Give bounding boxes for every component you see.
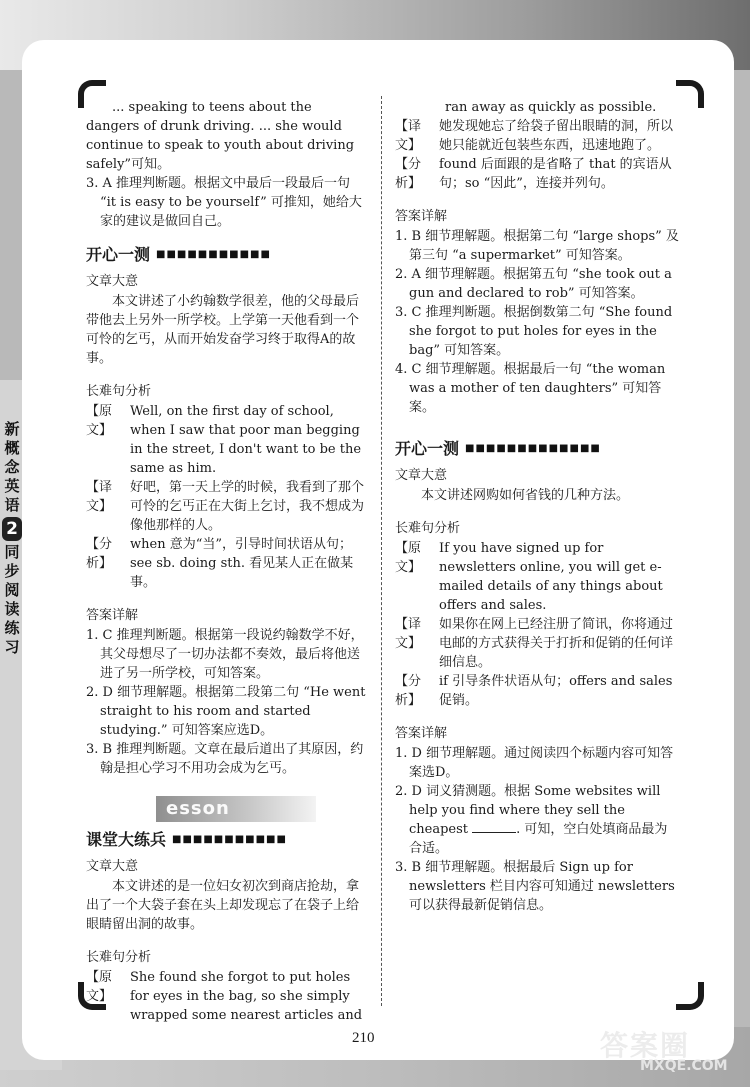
section-heading-kaixin-right	[395, 439, 680, 458]
answer-2-post: . 可知，空白处填商品最为合适。	[409, 822, 668, 856]
analysis-text: if 引导条件状语从句；offers and sales 促销。	[439, 674, 673, 708]
original-continued: ran away as quickly as possible.	[445, 100, 657, 115]
frame-corner-top-right	[676, 80, 704, 108]
long-sentence-label: 长难句分析	[395, 521, 461, 536]
long-sentence-label: 长难句分析	[86, 950, 152, 965]
left-answer-3: 3. A 推理判断题。根据文中最后一段最后一句 “it is easy to be yourself” 可推知，她给大家的建议是做回自己。	[86, 176, 362, 229]
original-text: Well, on the first day of school, when I saw that poor man begging in the street, I don't want to be the same as him.	[130, 404, 362, 476]
column-divider	[381, 96, 382, 1006]
answer-1: 1. C 推理判断题。根据第一段说约翰数学不好，其父母想尽了一切办法都不奏效，最后将他送进了另一所学校，可知答案。	[86, 628, 364, 681]
heading-squares: ■■■■■■■■■■■	[172, 834, 287, 845]
answer-2: 2. D 细节理解题。根据第二段第二句 “He went straight to his room and started studying.” 可知答案应选D。	[86, 685, 366, 738]
left-intro-text: ... speaking to teens about the dangers of drunk driving. ... she would continue to speak to youth about driving safely”可知。	[86, 100, 355, 172]
section-title: 开心一测	[395, 439, 460, 458]
answer-3: 3. B 推理判断题。文章在最后道出了其原因，约翰是担心学习不用功会成为乞丐。	[86, 742, 364, 776]
summary-text: 本文讲述了小约翰数学很差，他的父母最后带他去上另外一所学校。上学第一天他看到一个可怜的乞丐，从而开始发奋学习终于取得A的故事。	[86, 294, 360, 366]
analysis-row	[86, 535, 366, 592]
analysis-row	[395, 155, 680, 193]
original-row	[86, 968, 366, 1025]
analysis-row	[395, 672, 680, 710]
translation-row	[395, 117, 680, 155]
translation-text: 如果你在网上已经注册了简讯，你将通过电邮的方式获得关于打折和促销的任何详细信息。	[439, 617, 674, 670]
heading-squares: ■■■■■■■■■■■■■	[465, 443, 601, 454]
summary-text: 本文讲述网购如何省钱的几种方法。	[421, 488, 630, 503]
translation-text: 她发现她忘了给袋子留出眼睛的洞，所以她只能就近包装些东西，迅速地跑了。	[439, 119, 674, 153]
heading-squares: ■■■■■■■■■■■	[156, 249, 271, 260]
summary-text: 本文讲述的是一位妇女初次到商店抢劫，拿出了一个大袋子套在头上却发现忘了在袋子上给眼睛留出洞的故事。	[86, 879, 360, 932]
answers-label: 答案详解	[395, 726, 448, 741]
original-tag: 【原文】	[395, 541, 422, 575]
long-sentence-label: 长难句分析	[86, 384, 152, 399]
analysis-text: found 后面跟的是省略了 that 的宾语从句；so “因此”，连接并列句。	[439, 157, 672, 191]
watermark-url: MXQE.COM	[640, 1058, 728, 1074]
answer-2: 2. A 细节理解题。根据第五句 “she took out a gun and declared to rob” 可知答案。	[395, 267, 672, 301]
side-title-number: 2	[2, 517, 22, 541]
fill-blank	[472, 832, 516, 833]
frame-corner-bottom-right	[676, 982, 704, 1010]
original-row	[395, 539, 680, 615]
answers-label: 答案详解	[395, 209, 448, 224]
answers-label: 答案详解	[86, 608, 139, 623]
original-row	[86, 402, 366, 478]
translation-tag: 【译文】	[395, 119, 422, 153]
answer-1: 1. B 细节理解题。根据第二句 “large shops” 及第三句 “a supermarket” 可知答案。	[395, 229, 679, 263]
answer-3: 3. C 推理判断题。根据倒数第二句 “She found she forgot to put holes for eyes in the bag” 可知答案。	[395, 305, 673, 358]
analysis-text: when 意为“当”，引导时间状语从句；see sb. doing sth. 看见某人正在做某事。	[130, 537, 354, 590]
answer-4: 4. C 细节理解题。根据最后一句 “the woman was a mother of ten daughters” 可知答案。	[395, 362, 666, 415]
side-title-bottom: 同步阅读练习	[4, 543, 20, 656]
translation-tag: 【译文】	[395, 617, 422, 651]
section-heading-kaixin	[86, 245, 366, 264]
side-title-top: 新概念英语	[4, 420, 20, 514]
section-heading-ketang	[86, 830, 366, 849]
answer-3: 3. B 细节理解题。根据最后 Sign up for newsletters 栏目内容可知通过 newsletters 可以获得最新促销信息。	[395, 860, 675, 913]
translation-row	[86, 478, 366, 535]
original-tag: 【原文】	[86, 970, 113, 1004]
analysis-tag: 【分析】	[86, 537, 113, 571]
left-column	[86, 98, 366, 1025]
original-tag: 【原文】	[86, 404, 113, 438]
page-number: 210	[352, 1030, 375, 1046]
analysis-tag: 【分析】	[395, 157, 422, 191]
book-side-title	[2, 420, 22, 657]
answer-1: 1. D 细节理解题。通过阅读四个标题内容可知答案选D。	[395, 746, 674, 780]
original-text: She found she forgot to put holes for eyes in the bag, so she simply wrapped some nearest articles and	[130, 970, 363, 1023]
summary-label: 文章大意	[395, 468, 448, 483]
watermark-logo: 答案圈	[600, 1029, 691, 1062]
lesson-banner: esson	[156, 796, 316, 822]
translation-tag: 【译文】	[86, 480, 113, 514]
translation-row	[395, 615, 680, 672]
section-title: 开心一测	[86, 245, 151, 264]
summary-label: 文章大意	[86, 274, 139, 289]
summary-label: 文章大意	[86, 859, 139, 874]
section-title: 课堂大练兵	[86, 830, 167, 849]
translation-text: 好吧，第一天上学的时候，我看到了那个可怜的乞丐正在大街上乞讨，我不想成为像他那样的人。	[130, 480, 365, 533]
original-text: If you have signed up for newsletters online, you will get e-mailed details of any things about offers and sales.	[439, 541, 663, 613]
right-column	[395, 98, 680, 915]
answer-2	[395, 782, 680, 858]
analysis-tag: 【分析】	[395, 674, 422, 708]
answer-2-pre: 2. D 词义猜测题。根据 Some websites will help you find where they sell the cheapest	[395, 784, 661, 837]
